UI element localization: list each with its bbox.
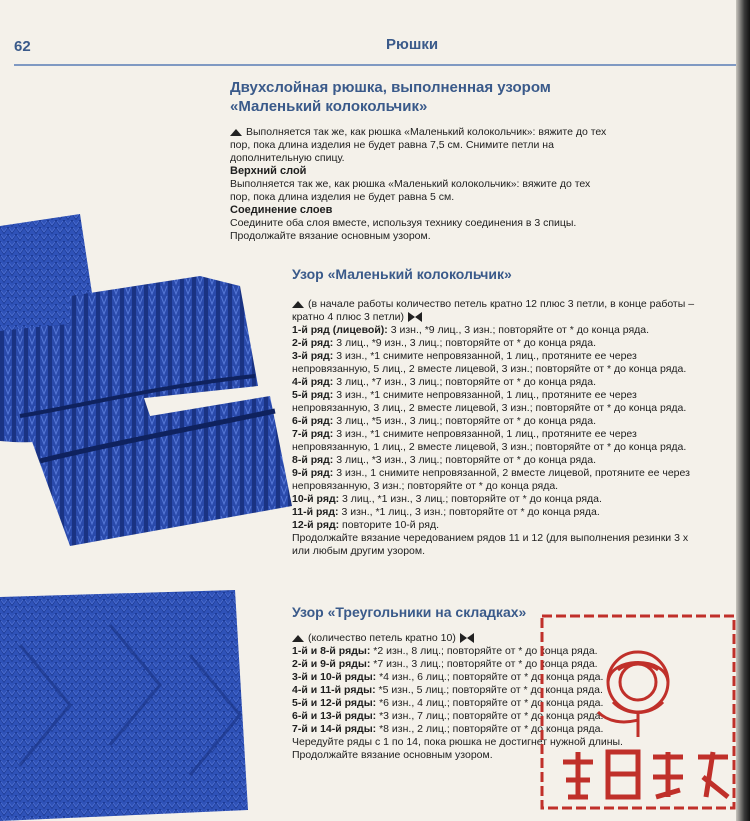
- pattern-row: 11-й ряд: 3 изн., *1 лиц., 3 изн.; повторяйте от * до конца ряда.: [292, 506, 600, 518]
- pattern-row: 6-й ряд: 3 лиц., *5 изн., 3 лиц.; повторяйте от * до конца ряда.: [292, 415, 597, 427]
- intro-line: дополнительную спицу.: [230, 152, 345, 164]
- red-seal-stamp: [538, 612, 738, 812]
- pattern2-note: (количество петель кратно 10): [308, 632, 456, 644]
- intro-line: Выполняется так же, как рюшка «Маленький колокольчик»: вяжите до тех: [246, 126, 607, 138]
- pattern1-footer: или любым другим узором.: [292, 545, 426, 557]
- main-title-line2: «Маленький колокольчик»: [230, 98, 428, 115]
- pattern-row: 10-й ряд: 3 лиц., *1 изн., 3 лиц.; повторяйте от * до конца ряда.: [292, 493, 602, 505]
- main-title-line1: Двухслойная рюшка, выполненная узором: [230, 79, 551, 96]
- pattern2-title: Узор «Треугольники на складках»: [292, 604, 527, 620]
- pattern2-footer: Чередуйте ряды с 1 по 14, пока рюшка не достигнет нужной длины.: [292, 736, 623, 748]
- pattern1-block: [292, 298, 736, 558]
- pattern-row: 1-й и 8-й ряды: *2 изн., 8 лиц.; повторяйте от * до конца ряда.: [292, 645, 598, 657]
- triangle-icon: [230, 129, 242, 136]
- header-rule: [14, 64, 736, 66]
- pattern-row: непровязанную, 5 лиц., 2 вместе лицевой, 3 изн.; повторяйте от * до конца ряда.: [292, 363, 687, 375]
- pattern1-footer: Продолжайте вязание чередованием рядов 11 и 12 (для выполнения резинки 3 х: [292, 532, 689, 544]
- pattern-row: 7-й и 14-й ряды: *8 изн., 2 лиц.; повторяйте от * до конца ряда.: [292, 723, 604, 735]
- pattern-row: 12-й ряд: повторите 10-й ряд.: [292, 519, 440, 531]
- pattern-row: 4-й ряд: 3 лиц., *7 изн., 3 лиц.; повторяйте от * до конца ряда.: [292, 376, 597, 388]
- pattern-row: 4-й и 11-й ряды: *5 изн., 5 лиц.; повторяйте от * до конца ряда.: [292, 684, 603, 696]
- pattern1-note: (в начале работы количество петель кратно 12 плюс 3 петли, в конце работы –: [308, 298, 695, 310]
- swatch-photo: [0, 585, 250, 821]
- pattern-row: 5-й ряд: 3 изн., *1 снимите непровязанной, 1 лиц., протяните ее через: [292, 389, 637, 401]
- page-number: 62: [14, 38, 31, 55]
- intro-line: пор, пока длина изделия не будет равна 7,5 см. Снимите петли на: [230, 139, 554, 151]
- pattern-row: непровязанную, 1 лиц., 2 вместе лицевой, 3 изн.; повторяйте от * до конца ряда.: [292, 441, 687, 453]
- pattern-row: 8-й ряд: 3 лиц., *3 изн., 3 лиц.; повторяйте от * до конца ряда.: [292, 454, 597, 466]
- pattern1-rows: [292, 324, 736, 532]
- bowtie-icon: [460, 633, 474, 643]
- join-line: Соедините оба слоя вместе, используя технику соединения в 3 спицы.: [230, 217, 577, 229]
- book-spine-shadow: [736, 0, 750, 821]
- pattern-row: непровязанную, 3 лиц., 2 вместе лицевой, 3 изн.; повторяйте от * до конца ряда.: [292, 402, 687, 414]
- pattern1-title: Узор «Маленький колокольчик»: [292, 266, 512, 282]
- triangle-icon: [292, 635, 304, 642]
- pattern1-note: кратно 4 плюс 3 петли): [292, 311, 405, 323]
- pattern-row: непровязанную, 3 изн.; повторяйте от * до конца ряда.: [292, 480, 559, 492]
- pattern-row: 3-й и 10-й ряды: *4 изн., 6 лиц.; повторяйте от * до конца ряда.: [292, 671, 604, 683]
- pattern-row: 3-й ряд: 3 изн., *1 снимите непровязанной, 1 лиц., протяните ее через: [292, 350, 637, 362]
- main-title: [230, 78, 650, 116]
- bowtie-icon: [408, 312, 422, 322]
- join-line: Продолжайте вязание основным узором.: [230, 230, 431, 242]
- pattern2-footer: Продолжайте вязание основным узором.: [292, 749, 493, 761]
- pattern-row: 2-й ряд: 3 лиц., *9 изн., 3 лиц.; повторяйте от * до конца ряда.: [292, 337, 597, 349]
- running-head: Рюшки: [386, 36, 439, 53]
- ruffle-photo: [0, 206, 300, 551]
- top-layer-line: Выполняется так же, как рюшка «Маленький колокольчик»: вяжите до тех: [230, 178, 591, 190]
- top-layer-line: пор, пока длина изделия не будет равна 5 см.: [230, 191, 455, 203]
- pattern-row: 9-й ряд: 3 изн., 1 снимите непровязанной, 2 вместе лицевой, протяните ее через: [292, 467, 690, 479]
- pattern-row: 1-й ряд (лицевой): 3 изн., *9 лиц., 3 изн.; повторяйте от * до конца ряда.: [292, 324, 650, 336]
- pattern-row: 6-й и 13-й ряды: *3 изн., 7 лиц.; повторяйте от * до конца ряда.: [292, 710, 604, 722]
- pattern-row: 2-й и 9-й ряды: *7 изн., 3 лиц.; повторяйте от * до конца ряда.: [292, 658, 598, 670]
- intro-block: [230, 126, 700, 243]
- pattern-row: 7-й ряд: 3 изн., *1 снимите непровязанной, 1 лиц., протяните ее через: [292, 428, 637, 440]
- top-layer-heading: Верхний слой: [230, 165, 307, 177]
- join-heading: Соединение слоев: [230, 204, 333, 216]
- pattern-row: 5-й и 12-й ряды: *6 изн., 4 лиц.; повторяйте от * до конца ряда.: [292, 697, 604, 709]
